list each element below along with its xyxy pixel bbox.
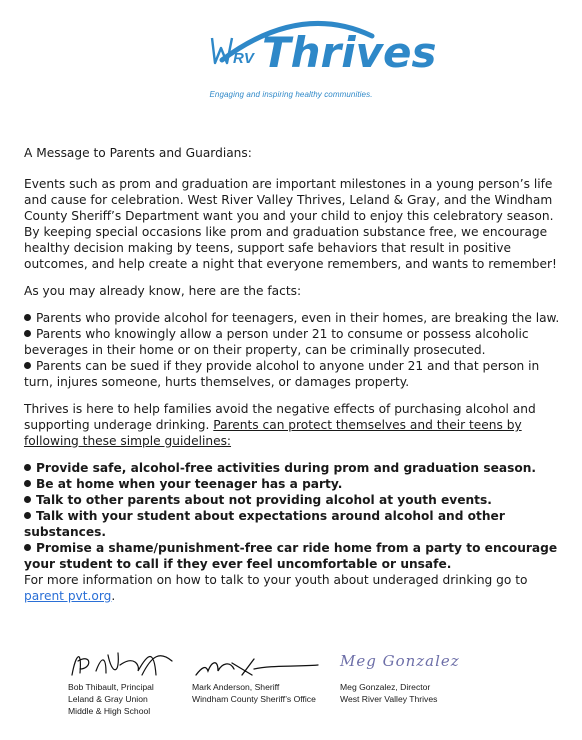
list-item: Talk with your student about expectations around alcohol and other substances. — [24, 509, 505, 539]
tagline: Engaging and inspiring healthy communities. — [209, 90, 373, 99]
more-info-paragraph: For more information on how to talk to your youth about underaged drinking go to parent pvt.org. — [24, 573, 528, 603]
bullet-icon — [24, 496, 31, 503]
list-item: Provide safe, alcohol-free activities during prom and graduation season. — [24, 460, 562, 476]
signer-org-2: Middle & High School — [68, 706, 151, 716]
signer-name: Bob Thibault, Principal — [68, 682, 154, 692]
signer-name: Meg Gonzalez, Director — [340, 682, 431, 692]
svg-text:Thrives: Thrives — [262, 28, 437, 77]
bullet-icon — [24, 362, 31, 369]
facts-list — [24, 310, 562, 390]
handwritten-signature-icon — [192, 645, 322, 681]
bullet-icon — [24, 314, 31, 321]
wrv-thrives-logo — [0, 10, 582, 90]
guidelines-heading: Parents can protect themselves and their teens by following these simple guidelines: — [24, 418, 522, 448]
list-item: Parents can be sued if they provide alcohol to anyone under 21 and that person in turn, injures someone, hurts themselves, or damages property. — [24, 359, 540, 389]
list-item: Promise a shame/punishment-free car ride home from a party to encourage your student to call if they ever feel uncomfortable or unsafe. — [24, 541, 558, 571]
handwritten-signature: Meg Gonzalez — [340, 652, 460, 670]
handwritten-signature-icon — [68, 645, 178, 681]
list-item: Parents who provide alcohol for teenagers, even in their homes, are breaking the law. — [24, 310, 562, 326]
signer-org: Windham County Sheriff’s Office — [192, 694, 316, 704]
parent-pvt-link[interactable]: parent pvt.org — [24, 589, 112, 603]
svg-text:RV: RV — [233, 50, 254, 67]
letter-body — [24, 145, 562, 604]
greeting: A Message to Parents and Guardians: — [24, 146, 252, 160]
signature-mark-anderson — [192, 645, 332, 705]
signature-meg-gonzalez — [340, 645, 480, 705]
guidelines-list — [24, 460, 562, 572]
signer-org: West River Valley Thrives — [340, 694, 438, 704]
list-item: Be at home when your teenager has a party. — [24, 476, 562, 492]
signer-org: Leland & Gray Union — [68, 694, 148, 704]
facts-intro: As you may already know, here are the facts: — [24, 284, 302, 298]
signature-bob-thibault — [68, 645, 188, 717]
list-item: Parents who knowingly allow a person under 21 to consume or possess alcoholic beverages in their home or on their property, can be criminally prosecuted. — [24, 327, 529, 357]
signature-block — [0, 645, 582, 740]
list-item: Talk to other parents about not providing alcohol at youth events. — [24, 492, 562, 508]
bullet-icon — [24, 480, 31, 487]
bullet-icon — [24, 544, 31, 551]
bullet-icon — [24, 330, 31, 337]
bullet-icon — [24, 464, 31, 471]
thrives-paragraph: Thrives is here to help families avoid the negative effects of purchasing alcohol and supporting underage drinking. Parents can protect themselves and their teens by following these simple guidelines: — [24, 402, 536, 448]
intro-paragraph: Events such as prom and graduation are important milestones in a young person’s life and cause for celebration. West River Valley Thrives, Leland & Gray, and the Windham County Sheriff’s Department want you and your child to enjoy this celebratory season. By keeping special occasions like prom and graduation substance free, we encourage healthy decision making by teens, support safe behaviors that result in positive outcomes, and help create a night that everyone remembers, and wants to remember! — [24, 177, 557, 271]
signer-name: Mark Anderson, Sheriff — [192, 682, 280, 692]
bullet-icon — [24, 512, 31, 519]
